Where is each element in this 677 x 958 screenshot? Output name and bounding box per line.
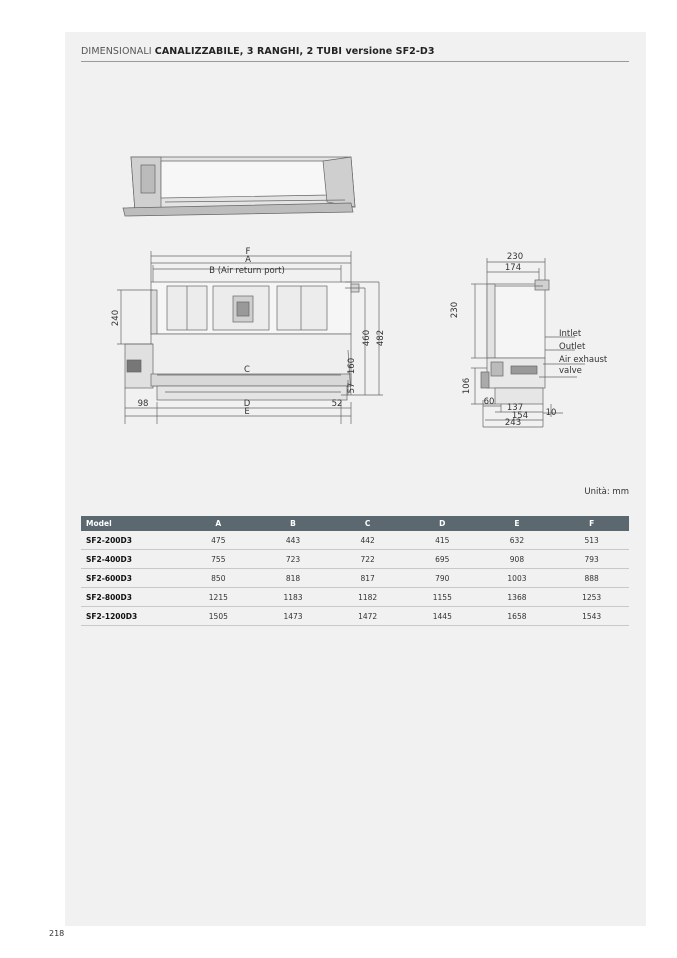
column-header: D <box>405 516 480 531</box>
table-cell: 850 <box>181 569 256 588</box>
dim-460: 460 <box>362 329 372 347</box>
page-number: 218 <box>49 929 65 938</box>
units-label: Unità: mm <box>584 487 629 497</box>
table-cell: 755 <box>181 550 256 569</box>
dim-e: E <box>244 407 250 417</box>
section-title: CANALIZZABILE, 3 RANGHI, 2 TUBI versione SF2-D3 <box>154 46 435 57</box>
table-cell: 1253 <box>554 588 629 607</box>
dim-160: 160 <box>347 357 357 375</box>
column-header: E <box>480 516 555 531</box>
table-cell: 1155 <box>405 588 480 607</box>
dim-174: 174 <box>504 263 522 273</box>
table-cell: 1182 <box>330 588 405 607</box>
dim-230-side: 230 <box>450 301 460 319</box>
dim-52: 52 <box>331 399 343 409</box>
table-cell: 1215 <box>181 588 256 607</box>
table-cell: SF2-400D3 <box>81 550 181 569</box>
dim-98: 98 <box>137 399 149 409</box>
table-row <box>81 607 629 626</box>
label-outlet: Outlet <box>559 342 586 352</box>
table-cell: 1003 <box>480 569 555 588</box>
column-header: A <box>181 516 256 531</box>
table-cell: 1472 <box>330 607 405 626</box>
table-cell: SF2-200D3 <box>81 531 181 550</box>
column-header: B <box>256 516 331 531</box>
table-cell: 442 <box>330 531 405 550</box>
dim-c: C <box>244 365 250 375</box>
table-cell: 793 <box>554 550 629 569</box>
table-cell: 1183 <box>256 588 331 607</box>
label-inlet: Intlet <box>559 329 582 339</box>
dim-a: A <box>245 255 251 265</box>
section-label: DIMENSIONALI <box>81 46 152 57</box>
column-header: C <box>330 516 405 531</box>
dim-482: 482 <box>376 329 386 347</box>
page-sheet <box>65 32 646 926</box>
dim-106: 106 <box>462 377 472 395</box>
column-header: F <box>554 516 629 531</box>
perspective-view <box>123 157 355 216</box>
table-cell: SF2-600D3 <box>81 569 181 588</box>
table-cell: SF2-1200D3 <box>81 607 181 626</box>
dim-57: 57 <box>347 382 357 394</box>
dimensions-table <box>81 516 629 626</box>
column-header: Model <box>81 516 181 531</box>
table-cell: 632 <box>480 531 555 550</box>
table-cell: 1473 <box>256 607 331 626</box>
label-valve: valve <box>559 366 582 376</box>
dim-137: 137 <box>506 403 524 413</box>
table-cell: 722 <box>330 550 405 569</box>
table-cell: 415 <box>405 531 480 550</box>
table-header-row <box>81 516 629 531</box>
table-cell: SF2-800D3 <box>81 588 181 607</box>
table-cell: 818 <box>256 569 331 588</box>
table-cell: 1445 <box>405 607 480 626</box>
dim-154: 154 <box>511 411 529 421</box>
table-cell: 790 <box>405 569 480 588</box>
table-row <box>81 531 629 550</box>
label-air-exhaust: Air exhaust <box>559 355 608 365</box>
dimension-drawing <box>65 32 646 482</box>
dim-f: F <box>245 247 251 257</box>
table-cell: 817 <box>330 569 405 588</box>
table-row <box>81 550 629 569</box>
table-cell: 908 <box>480 550 555 569</box>
dim-240: 240 <box>111 309 121 327</box>
dim-243: 243 <box>504 418 522 428</box>
table-cell: 723 <box>256 550 331 569</box>
table-cell: 443 <box>256 531 331 550</box>
table-cell: 1658 <box>480 607 555 626</box>
table-row <box>81 588 629 607</box>
table-cell: 1543 <box>554 607 629 626</box>
table-cell: 1505 <box>181 607 256 626</box>
table-cell: 513 <box>554 531 629 550</box>
table-cell: 475 <box>181 531 256 550</box>
table-cell: 1368 <box>480 588 555 607</box>
dim-230-top: 230 <box>506 252 524 262</box>
table-cell: 888 <box>554 569 629 588</box>
dim-b: B (Air return port) <box>209 266 285 276</box>
dim-10: 10 <box>545 408 557 418</box>
dim-d: D <box>243 399 251 409</box>
dim-60: 60 <box>483 397 495 407</box>
table-cell: 695 <box>405 550 480 569</box>
table-row <box>81 569 629 588</box>
